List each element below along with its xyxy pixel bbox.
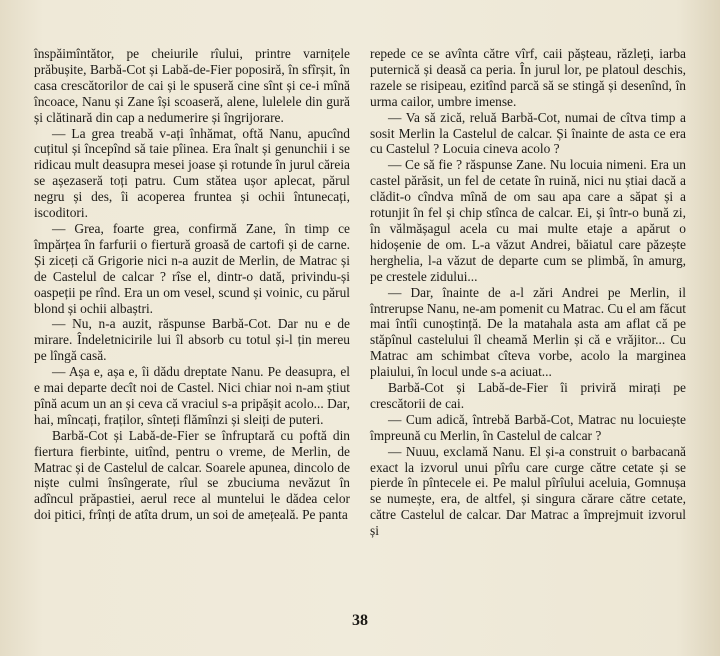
paragraph: Barbă-Cot și Labă-de-Fier se înfruptară cu poftă din fiertura fierbinte, uitînd, pentru o vreme, de Merlin, de Matrac și de Castelul de calcar. Soarele apunea, dincolo de niște culmi însîngerate, rîul se zbuciuma nevăzut în adîncul prăpastiei, aerul rece al muntelui le dădea celor doi pitici, frînți de atîta drum, un soi de amețeală. Pe panta (34, 427, 350, 523)
left-column (34, 46, 350, 523)
paragraph: — Nuuu, exclamă Nanu. El și-a construit o barbacană exact la izvorul unui pîrîu care curge către cetate și se pierde în pîntecele ei. Pe malul pîrîului aceluia, Gomnușa se numește, era, de altfel, și singura cărare către cetate, către Castelul de calcar. Dar Matrac a împrejmuit izvorul și (370, 443, 686, 539)
paragraph: înspăimîntător, pe cheiurile rîului, printre varnițele prăbușite, Barbă-Cot și Labă-de-Fier poposiră, în sfîrșit, în casa crescătorilor de cai și le spuseră cine sînt și ce-i mînă încoace, Nanu și Zane își scoaseră, alene, lulelele din gură și clătinară din cap a nedumerire și îngrijorare. (34, 46, 350, 125)
paragraph: repede ce se avînta către vîrf, caii pășteau, răzleți, iarba puternică și deasă ca peria. În jurul lor, pe platoul deschis, razele se risipeau, ezitînd parcă să se stingă și desenînd, în urma cailor, umbre imense. (370, 46, 686, 109)
page-number: 38 (352, 612, 368, 629)
paragraph: — Cum adică, întrebă Barbă-Cot, Matrac nu locuiește împreună cu Merlin, în Castelul de calcar ? (370, 411, 686, 443)
right-column (370, 46, 686, 539)
paragraph: — Nu, n-a auzit, răspunse Barbă-Cot. Dar nu e de mirare. Îndeletnicirile lui îl absorb cu totul și-l țin mereu pe lîngă casă. (34, 316, 350, 364)
paragraph: — La grea treabă v-ați înhămat, oftă Nanu, apucînd cuțitul și începînd să taie pîinea. Era înalt și genunchii i se ridicau mult deasupra mesei joase și rotunde în jurul căreia se așezaseră toți patru. Cum stătea ușor aplecat, părul negru și des, îi acoperea fruntea și ochii întunecați, iscoditori. (34, 125, 350, 221)
paragraph: Barbă-Cot și Labă-de-Fier îi priviră mirați pe crescătorii de cai. (370, 380, 686, 411)
paragraph: — Dar, înainte de a-l zări Andrei pe Merlin, il întrerupse Nanu, ne-am pomenit cu Matrac. Cu el am făcut mai întîi cunoștință. De la matahala asta am aflat că pe stăpînul castelului îl cheamă Merlin și că e vrăjitor... Cu Matrac am schimbat cîteva vorbe, acolo la marginea plaiului, în locul unde s-a aciuat... (370, 284, 686, 380)
paragraph: — Grea, foarte grea, confirmă Zane, în timp ce împărțea în farfurii o fiertură groasă de cartofi și de carne. Și ziceți că Grigorie nici n-a auzit de Merlin, de Matrac și de Castelul de calcar ? rîse el, dintr-o dată, privindu-și oaspeții pe rînd. Era un om vesel, scund și voinic, cu părul blond și ochii albaștri. (34, 220, 350, 316)
paragraph: — Așa e, așa e, îi dădu dreptate Nanu. Pe deasupra, el e mai departe decît noi de Castel. Nici chiar noi n-am știut pînă acum un an și ceva că vraciul s-a pripășit acolo... Dar, hai, mîncați, fraților, sînteți flămînzi și sleiți de puteri. (34, 364, 350, 427)
paragraph: — Ce să fie ? răspunse Zane. Nu locuia nimeni. Era un castel părăsit, un fel de cetate în ruină, nici nu știai dacă a clădit-o cîndva mînă de om sau apa care a săpat și a rotunjit în fel și chip stînca de calcar. Ei, și într-o bună zi, în vălmășagul acela cu mai multe etaje a apărut o hidoșenie de om. L-a văzut Andrei, băiatul care păzește herghelia, l-a văzut de departe cum se plimbă, în amurg, pe crestele zidului... (370, 157, 686, 284)
paragraph: — Va să zică, reluă Barbă-Cot, numai de cîtva timp a sosit Merlin la Castelul de calcar. Și înainte de asta ce era cu Castelul ? Locuia cineva acolo ? (370, 109, 686, 157)
